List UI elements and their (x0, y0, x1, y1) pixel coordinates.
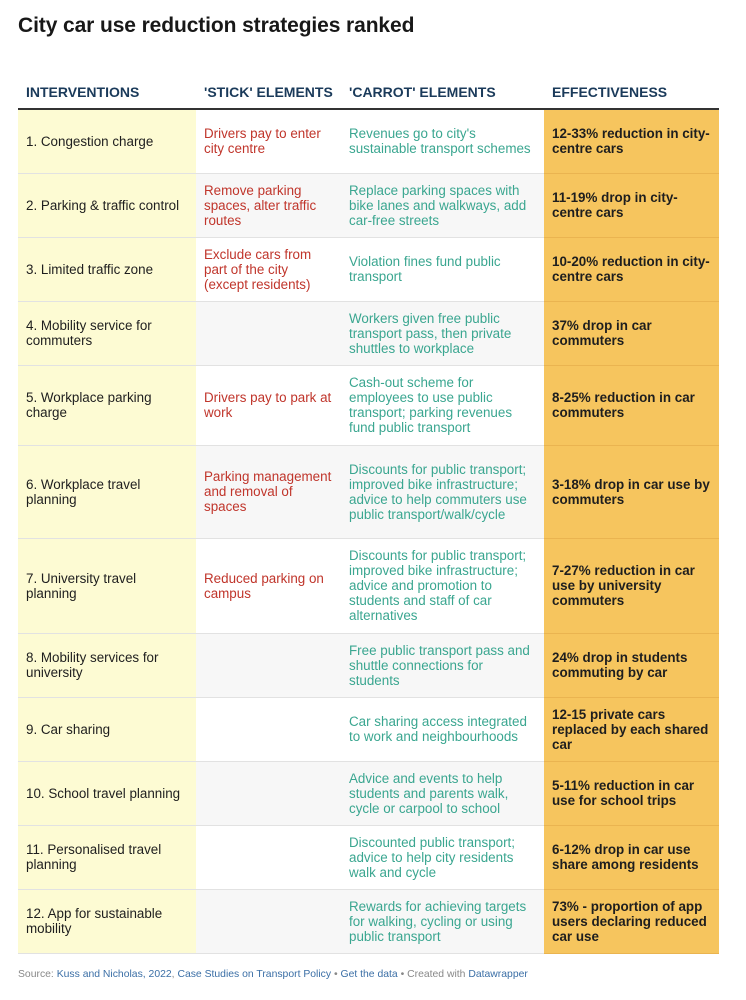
carrot-cell: Advice and events to help students and parents walk, cycle or carpool to school (341, 761, 544, 825)
get-data-link[interactable]: Get the data (340, 969, 398, 980)
effectiveness-cell: 11-19% drop in city-centre cars (544, 173, 719, 237)
intervention-cell: 1. Congestion charge (18, 109, 196, 173)
stick-cell: Parking management and removal of spaces (196, 445, 341, 538)
effectiveness-cell: 24% drop in students commuting by car (544, 633, 719, 697)
intervention-cell: 12. App for sustainable mobility (18, 889, 196, 953)
stick-cell (196, 761, 341, 825)
stick-cell (196, 301, 341, 365)
intervention-cell: 6. Workplace travel planning (18, 445, 196, 538)
carrot-cell: Discounts for public transport; improved bike infrastructure; advice and promotion to students and staff of car alternatives (341, 538, 544, 633)
carrot-cell: Discounted public transport; advice to help city residents walk and cycle (341, 825, 544, 889)
effectiveness-cell: 5-11% reduction in car use for school trips (544, 761, 719, 825)
column-header-stick: 'STICK' ELEMENTS (196, 60, 341, 109)
carrot-cell: Cash-out scheme for employees to use public transport; parking revenues fund public transport (341, 365, 544, 445)
intervention-cell: 10. School travel planning (18, 761, 196, 825)
effectiveness-cell: 73% - proportion of app users declaring reduced car use (544, 889, 719, 953)
effectiveness-cell: 12-33% reduction in city-centre cars (544, 109, 719, 173)
intervention-cell: 5. Workplace parking charge (18, 365, 196, 445)
table-row (18, 825, 719, 889)
stick-cell: Remove parking spaces, alter traffic routes (196, 173, 341, 237)
carrot-cell: Workers given free public transport pass, then private shuttles to workplace (341, 301, 544, 365)
source-prefix: Source: (18, 969, 57, 980)
strategies-table (18, 60, 719, 954)
table-row (18, 633, 719, 697)
stick-cell: Exclude cars from part of the city (except residents) (196, 237, 341, 301)
datawrapper-link[interactable]: Datawrapper (468, 969, 528, 980)
stick-cell: Drivers pay to enter city centre (196, 109, 341, 173)
table-row (18, 761, 719, 825)
effectiveness-cell: 37% drop in car commuters (544, 301, 719, 365)
intervention-cell: 3. Limited traffic zone (18, 237, 196, 301)
table-row (18, 538, 719, 633)
column-header-carrot: 'CARROT' ELEMENTS (341, 60, 544, 109)
source-sep: , (171, 969, 178, 980)
effectiveness-cell: 8-25% reduction in car commuters (544, 365, 719, 445)
source-journal-link[interactable]: Case Studies on Transport Policy (177, 969, 332, 980)
source-line (18, 969, 528, 980)
table-header-row (18, 60, 719, 109)
carrot-cell: Car sharing access integrated to work and neighbourhoods (341, 697, 544, 761)
table-row (18, 697, 719, 761)
table-row (18, 109, 719, 173)
effectiveness-cell: 10-20% reduction in city-centre cars (544, 237, 719, 301)
table-row (18, 365, 719, 445)
stick-cell (196, 697, 341, 761)
carrot-cell: Free public transport pass and shuttle connections for students (341, 633, 544, 697)
carrot-cell: Rewards for achieving targets for walking, cycling or using public transport (341, 889, 544, 953)
column-header-interventions: INTERVENTIONS (18, 60, 196, 109)
carrot-cell: Replace parking spaces with bike lanes and walkways, add car-free streets (341, 173, 544, 237)
effectiveness-cell: 12-15 private cars replaced by each shared car (544, 697, 719, 761)
column-header-effectiveness: EFFECTIVENESS (544, 60, 719, 109)
effectiveness-cell: 6-12% drop in car use share among residents (544, 825, 719, 889)
table-row (18, 889, 719, 953)
intervention-cell: 11. Personalised travel planning (18, 825, 196, 889)
intervention-cell: 4. Mobility service for commuters (18, 301, 196, 365)
stick-cell (196, 889, 341, 953)
carrot-cell: Violation fines fund public transport (341, 237, 544, 301)
carrot-cell: Revenues go to city's sustainable transport schemes (341, 109, 544, 173)
source-sep: • Created with (397, 969, 469, 980)
intervention-cell: 8. Mobility services for university (18, 633, 196, 697)
effectiveness-cell: 3-18% drop in car use by commuters (544, 445, 719, 538)
table-row (18, 237, 719, 301)
stick-cell: Reduced parking on campus (196, 538, 341, 633)
effectiveness-cell: 7-27% reduction in car use by university commuters (544, 538, 719, 633)
table-row (18, 173, 719, 237)
intervention-cell: 2. Parking & traffic control (18, 173, 196, 237)
source-authors-link[interactable]: Kuss and Nicholas, 2022 (56, 969, 172, 980)
stick-cell (196, 825, 341, 889)
stick-cell: Drivers pay to park at work (196, 365, 341, 445)
intervention-cell: 7. University travel planning (18, 538, 196, 633)
stick-cell (196, 633, 341, 697)
table-row (18, 301, 719, 365)
source-sep: • (331, 969, 341, 980)
table-body (18, 109, 719, 953)
carrot-cell: Discounts for public transport; improved bike infrastructure; advice to help commuters use public transport/walk/cycle (341, 445, 544, 538)
table-row (18, 445, 719, 538)
chart-title: City car use reduction strategies ranked (18, 14, 415, 37)
intervention-cell: 9. Car sharing (18, 697, 196, 761)
